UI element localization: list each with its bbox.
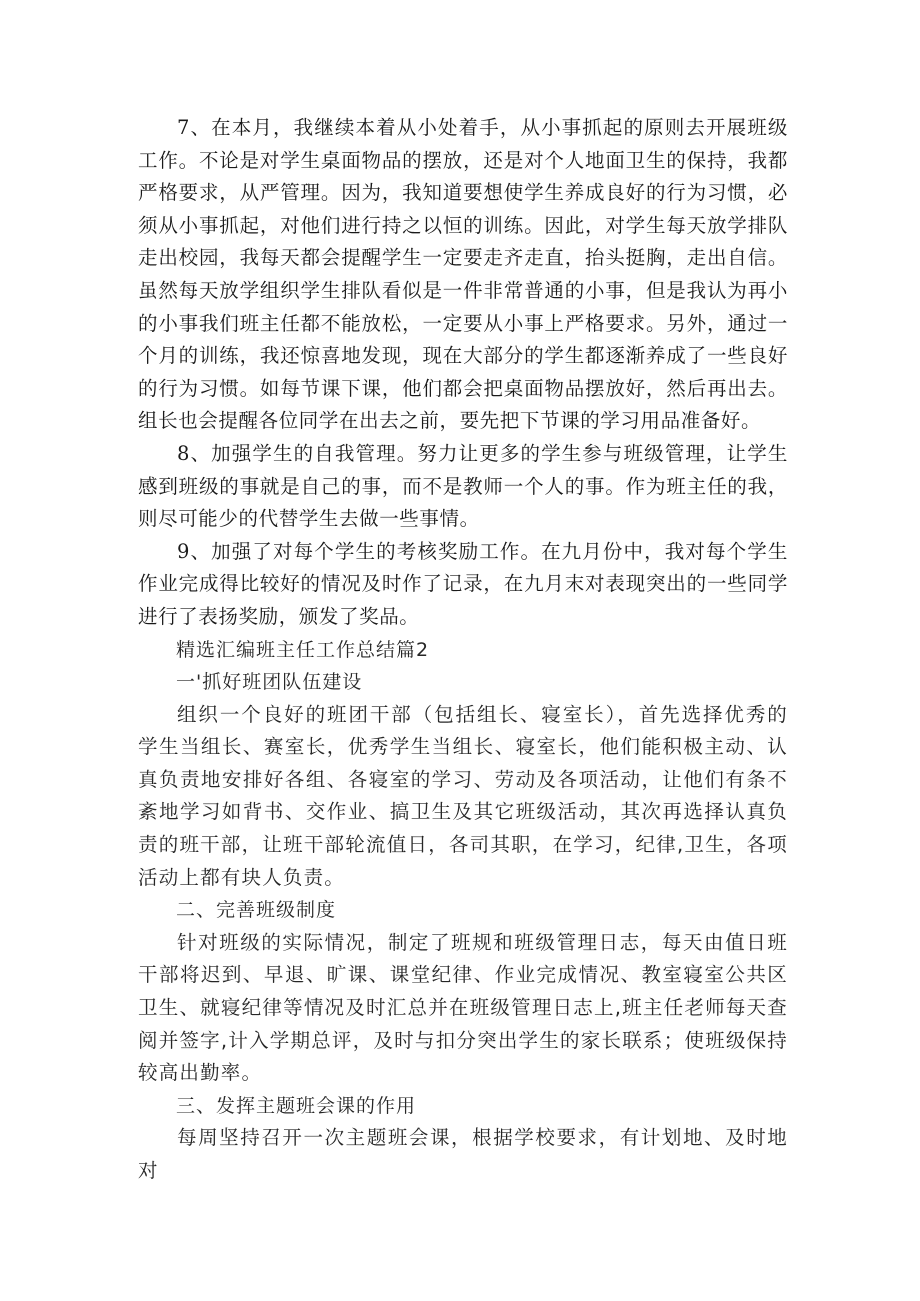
subheading-team-building: 一'抓好班团队伍建设 — [176, 671, 363, 694]
paragraph-item-7: 7、在本月，我继续本着从小处着手，从小事抓起的原则去开展班级工作。不论是对学生桌面物品的摆放，还是对个人地面卫生的保持，我都严格要求，从严管理。因为，我知道要想使学生养成良好的行为习惯，必须从小事抓起，对他们进行持之以恒的训练。因此，对学生每天放学排队走出校园，我每天都会提醒学生一定要走齐走直，抬头挺胸，走出自信。虽然每天放学组织学生排队看似是一件非常普通的小事，但是我认为再小的小事我们班主任都不能放松，一定要从小事上严格要求。另外，通过一个月的训练，我还惊喜地发现，现在大部分的学生都逐渐养成了一些良好的行为习惯。如每节课下课，他们都会把桌面物品摆放好，然后再出去。组长也会提醒各位同学在出去之前，要先把下节课的学习用品准备好。 — [138, 116, 788, 433]
paragraph-item-9: 9、加强了对每个学生的考核奖励工作。在九月份中，我对每个学生作业完成得比较好的情况及时作了记录，在九月末对表现突出的一些同学进行了表扬奖励，颁发了奖品。 — [138, 539, 788, 628]
paragraph-team-building: 组织一个良好的班团干部（包括组长、寝室长），首先选择优秀的学生当组长、赛室长，优秀学生当组长、寝室长，他们能积极主动、认真负责地安排好各组、各寝室的学习、劳动及各项活动，让他们有条不紊地学习如背书、交作业、搞卫生及其它班级活动，其次再选择认真负责的班干部，让班干部轮流值日，各司其职，在学习，纪律,卫生，各项活动上都有块人负责。 — [138, 702, 788, 889]
paragraph-class-rules: 针对班级的实际情况，制定了班规和班级管理日志，每天由值日班干部将迟到、早退、旷课、课堂纪律、作业完成情况、教室寝室公共区卫生、就寝纪律等情况及时汇总并在班级管理日志上,班主任老师每天查阅并签字,计入学期总评，及时与扣分突出学生的家长联系；使班级保持较高出勤率。 — [138, 930, 788, 1085]
subheading-class-rules: 二、完善班级制度 — [176, 899, 337, 922]
section-title: 精选汇编班主任工作总结篇2 — [176, 638, 430, 661]
subheading-class-meeting: 三、发挥主题班会课的作用 — [176, 1094, 417, 1117]
paragraph-class-meeting: 每周坚持召开一次主题班会课，根据学校要求，有计划地、及时地对 — [138, 1126, 788, 1182]
document-body — [138, 112, 788, 1188]
paragraph-item-8: 8、加强学生的自我管理。努力让更多的学生参与班级管理，让学生感到班级的事就是自己的事，而不是教师一个人的事。作为班主任的我，则尽可能少的代替学生去做一些事情。 — [138, 441, 788, 531]
